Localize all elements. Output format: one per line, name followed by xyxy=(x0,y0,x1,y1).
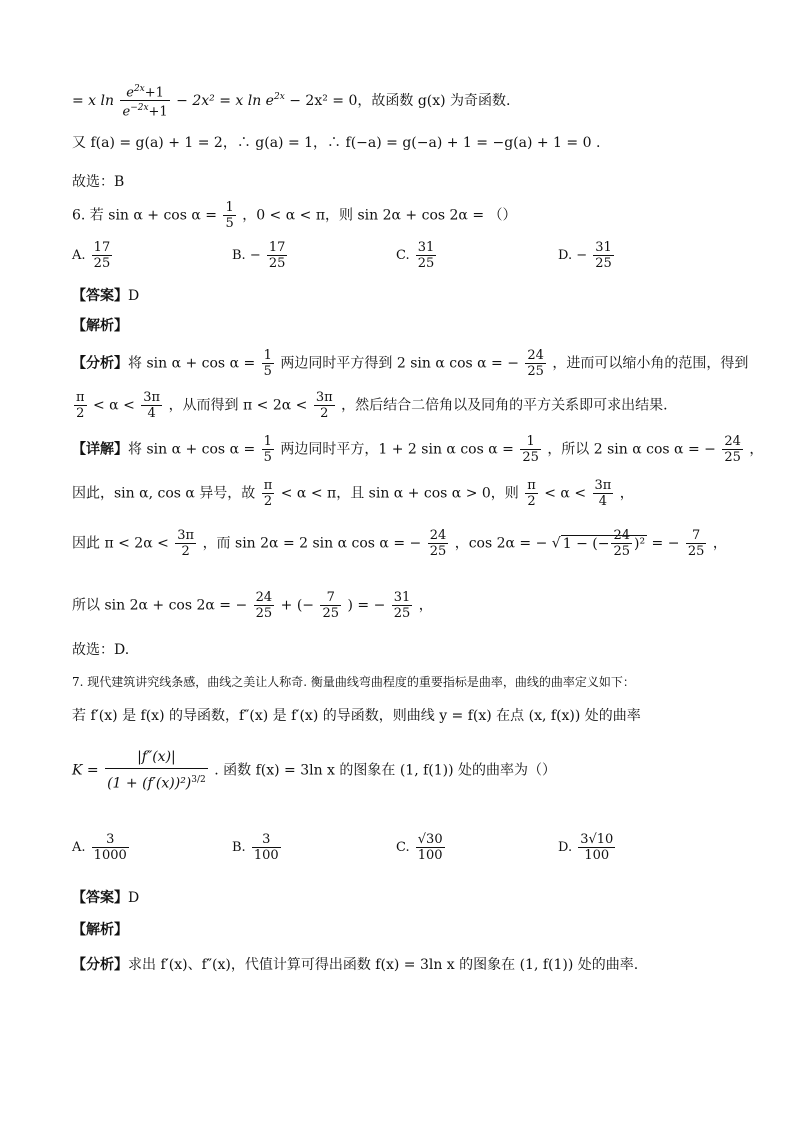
text: 3π xyxy=(315,390,333,405)
xiangjie-label: 【详解】 xyxy=(72,441,128,458)
text: 25 xyxy=(522,450,539,465)
text: 3 xyxy=(252,832,281,848)
text: 2x xyxy=(273,92,285,103)
text: 将 sin α + cos α = xyxy=(128,441,256,458)
text: √30 xyxy=(417,832,443,847)
text: 24 xyxy=(527,348,544,363)
text: B. xyxy=(232,840,246,855)
text: − 2x² = 0，故函数 g(x) 为奇函数. xyxy=(289,92,511,109)
text: 3π xyxy=(143,390,161,405)
text: e xyxy=(122,104,131,120)
text: ，cos 2α = − xyxy=(454,535,548,552)
fraction xyxy=(262,434,274,465)
text: 24 xyxy=(255,590,273,605)
fraction xyxy=(416,240,437,271)
text: 3√10 xyxy=(580,832,614,847)
text: ， xyxy=(619,485,634,502)
line-1 xyxy=(72,82,511,120)
text: = − xyxy=(651,535,680,552)
line-2: 又 f(a) = g(a) + 1 = 2，∴ g(a) = 1，∴ f(−a) = g(−a) + 1 = −g(a) + 1 = 0 . xyxy=(72,135,601,151)
fenxi-6-line-1 xyxy=(72,348,748,379)
text: 3/2 xyxy=(191,775,206,785)
question-7-line-1: 7. 现代建筑讲究线条感，曲线之美让人称奇. 衡量曲线弯曲程度的重要指标是曲率，曲线的曲率定义如下： xyxy=(72,675,635,689)
text: ，所以 2 sin α cos α = − xyxy=(547,441,716,458)
fraction xyxy=(578,832,615,863)
fraction xyxy=(92,832,129,863)
xiangjie-6-line-3 xyxy=(72,528,727,559)
q6-option-c xyxy=(396,240,438,271)
q7-option-a xyxy=(72,832,131,863)
text: 25 xyxy=(687,544,705,559)
text: +1 xyxy=(144,85,164,101)
fraction xyxy=(120,82,169,120)
text: )² xyxy=(634,535,646,552)
text: B. xyxy=(232,248,246,263)
text: 1 xyxy=(225,200,234,215)
q6-option-a xyxy=(72,240,114,271)
text: π xyxy=(263,478,273,493)
text: 求出 f′(x)、f″(x)，代值计算可得出函数 f(x) = 3ln x 的图象在 (1, f(1)) 处的曲率. xyxy=(128,957,639,973)
text: 1 xyxy=(520,434,541,450)
text: 25 xyxy=(322,606,340,621)
text: C. xyxy=(396,840,410,855)
text: |f″(x)| xyxy=(105,746,208,769)
text: − xyxy=(576,248,588,263)
text: 2x xyxy=(133,84,145,94)
q7-option-d xyxy=(558,832,617,863)
text: 17 xyxy=(93,240,111,255)
text: 17 xyxy=(268,240,286,255)
text: < α < π，且 sin α + cos α > 0，则 xyxy=(280,485,519,502)
text: A. xyxy=(72,248,86,263)
answer-7 xyxy=(72,888,139,908)
text: C. xyxy=(396,248,410,263)
text: 25 xyxy=(527,364,544,379)
select-6: 故选：D. xyxy=(72,642,130,658)
text: 3π xyxy=(594,478,612,493)
text: 1000 xyxy=(93,848,127,863)
text: 25 xyxy=(255,606,273,621)
answer-choice-prev: 故选：B xyxy=(72,174,125,190)
text: π xyxy=(527,478,536,493)
text: D. xyxy=(558,248,573,263)
fraction xyxy=(74,390,87,421)
text: ，0 < α < π，则 sin 2α + cos 2α = （） xyxy=(242,207,517,224)
text: 25 xyxy=(613,544,630,559)
fraction xyxy=(262,348,274,379)
text: ，而 sin 2α = 2 sin α cos α = − xyxy=(202,535,422,552)
analysis-label-7: 【解析】 xyxy=(72,922,128,938)
text: 100 xyxy=(417,848,443,863)
question-6-stem xyxy=(72,200,517,231)
text: 2 xyxy=(527,494,536,509)
text: 5 xyxy=(225,216,234,231)
text: 5 xyxy=(263,450,272,465)
question-7-formula xyxy=(72,746,556,795)
fraction xyxy=(722,434,743,465)
answer-label: 【答案】 xyxy=(72,890,128,906)
text: ) = − xyxy=(347,597,386,614)
fenxi-label: 【分析】 xyxy=(72,957,128,973)
text: +1 xyxy=(148,104,168,120)
text: 1 xyxy=(263,434,272,449)
fraction xyxy=(593,240,614,271)
answer-value: D xyxy=(128,288,140,304)
text: 1 − (− xyxy=(562,535,610,552)
fenxi-7 xyxy=(72,955,638,975)
fraction xyxy=(262,478,275,509)
text: 24 xyxy=(429,528,447,543)
fraction xyxy=(267,240,288,271)
curvature-fraction xyxy=(105,746,208,795)
question-7-line-2: 若 f′(x) 是 f(x) 的导函数，f″(x) 是 f′(x) 的导函数，则曲线 y = f(x) 在点 (x, f(x)) 处的曲率 xyxy=(72,708,641,724)
xiangjie-6-line-4 xyxy=(72,590,433,621)
answer-6 xyxy=(72,286,139,306)
text: K = xyxy=(72,762,99,779)
fraction xyxy=(254,590,275,621)
text: 将 sin α + cos α = xyxy=(128,355,256,372)
text: 两边同时平方，1 + 2 sin α cos α = xyxy=(280,441,514,458)
text: 31 xyxy=(595,240,612,255)
text: 3 xyxy=(92,832,129,848)
fraction xyxy=(252,832,281,863)
fraction xyxy=(525,348,546,379)
text: ，进而可以缩小角的范围，得到 xyxy=(552,355,749,372)
text: 25 xyxy=(417,256,435,271)
text: 25 xyxy=(595,256,612,271)
q7-option-c xyxy=(396,832,447,863)
q7-option-b xyxy=(232,832,283,863)
text: 因此 π < 2α < xyxy=(72,535,169,552)
text: 2 xyxy=(320,406,329,421)
text: 1 xyxy=(263,348,272,363)
text: 100 xyxy=(253,848,279,863)
fraction xyxy=(428,528,449,559)
fraction xyxy=(593,478,614,509)
sqrt: √ 1 − (− $\frac{24}{25}$ )² xyxy=(551,528,646,559)
text: ， xyxy=(712,535,727,552)
text: 2 xyxy=(76,406,85,421)
xiangjie-6-line-2 xyxy=(72,478,634,509)
text: . 函数 f(x) = 3ln x 的图象在 (1, f(1)) 处的曲率为（） xyxy=(214,762,557,779)
text: 4 xyxy=(147,406,156,421)
text: ， xyxy=(749,441,764,458)
text: 所以 sin 2α + cos 2α = − xyxy=(72,597,248,614)
text: 2 xyxy=(181,544,190,559)
fraction xyxy=(141,390,162,421)
text: + (− xyxy=(280,597,315,614)
text: 100 xyxy=(584,848,610,863)
fraction xyxy=(175,528,196,559)
text: (1 + (f′(x))²) xyxy=(107,775,192,792)
analysis-label-6: 【解析】 xyxy=(72,318,128,334)
text: 25 xyxy=(724,450,741,465)
text: e xyxy=(126,85,134,101)
text: − xyxy=(249,248,261,263)
text: 7 xyxy=(686,528,707,544)
fraction xyxy=(611,528,632,559)
q6-option-b xyxy=(232,240,289,271)
fraction xyxy=(320,590,341,621)
answer-label: 【答案】 xyxy=(72,288,128,304)
fraction xyxy=(314,390,335,421)
fraction xyxy=(92,240,113,271)
fraction xyxy=(416,832,445,863)
text: 2 xyxy=(263,494,273,509)
fraction xyxy=(520,434,541,465)
text: −2x xyxy=(130,103,149,114)
fraction xyxy=(392,590,413,621)
text: 7 xyxy=(320,590,341,606)
xiangjie-6-line-1 xyxy=(72,434,763,465)
text: 因此，sin α, cos α 异号，故 xyxy=(72,485,256,502)
text: − 2x² = x ln e xyxy=(176,92,274,109)
text: < α < xyxy=(93,397,135,414)
fraction xyxy=(223,200,235,231)
q6-option-d xyxy=(558,240,616,271)
fenxi-6-line-2 xyxy=(72,390,668,421)
text: 4 xyxy=(598,494,608,509)
text: ，然后结合二倍角以及同角的平方关系即可求出结果. xyxy=(341,397,668,414)
text: 31 xyxy=(417,240,435,255)
answer-value: D xyxy=(128,890,140,906)
text: 24 xyxy=(613,528,630,543)
text: 5 xyxy=(263,364,272,379)
text: < α < xyxy=(544,485,587,502)
text: 31 xyxy=(393,590,411,605)
text: 6. 若 sin α + cos α = xyxy=(72,207,218,224)
fraction xyxy=(686,528,707,559)
text: 25 xyxy=(93,256,111,271)
fenxi-label: 【分析】 xyxy=(72,355,128,372)
text: 24 xyxy=(724,434,741,449)
text: 25 xyxy=(393,606,411,621)
text: 3π xyxy=(177,528,195,543)
text: A. xyxy=(72,840,86,855)
text: D. xyxy=(558,840,573,855)
text: = x ln xyxy=(72,92,115,109)
fraction xyxy=(525,478,538,509)
text: ，从而得到 π < 2α < xyxy=(168,397,308,414)
text: π xyxy=(76,390,85,405)
text: 25 xyxy=(268,256,286,271)
text: 25 xyxy=(429,544,447,559)
text: 两边同时平方得到 2 sin α cos α = − xyxy=(280,355,519,372)
text: ， xyxy=(418,597,433,614)
